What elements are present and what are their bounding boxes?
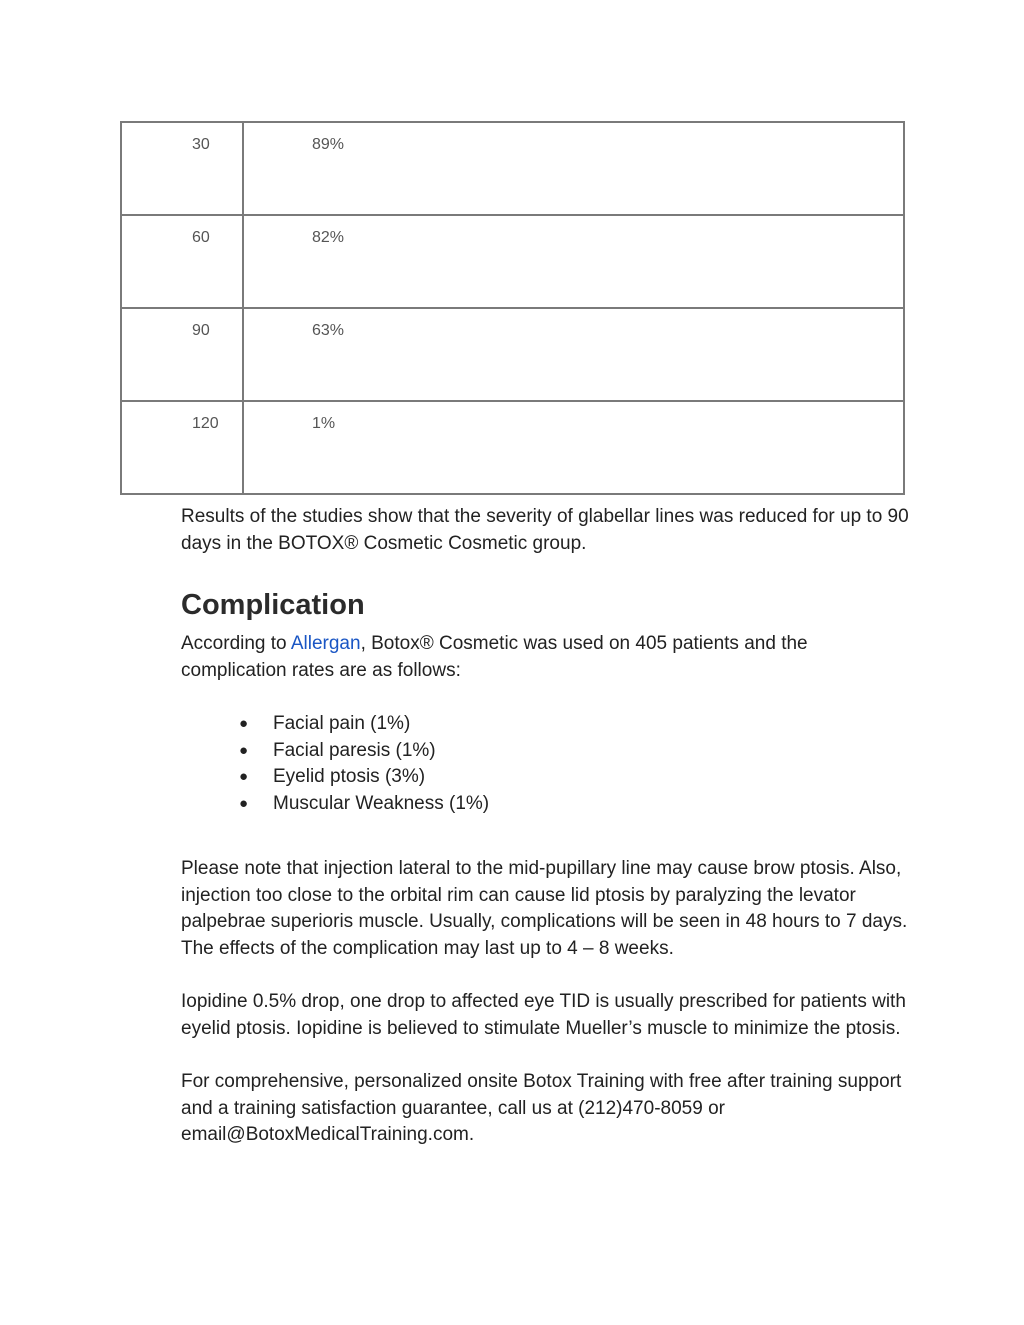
complication-note: Please note that injection lateral to the mid-pupillary line may cause brow ptosis. Also, injection too close to the orbital rim can cause lid ptosis by paralyzing the levator palpebrae superioris muscle. Usually, complications will be seen in 48 hours to 7 days. The effects of the complication may last up to 4 – 8 weeks.	[181, 858, 908, 959]
list-item	[181, 791, 911, 818]
day-value: 60	[192, 229, 210, 246]
percent-value: 1%	[312, 415, 336, 432]
table-row	[121, 401, 904, 494]
table-cell-percent	[243, 122, 904, 215]
iopidine-paragraph: Iopidine 0.5% drop, one drop to affected eye TID is usually prescribed for patients with eyelid ptosis. Iopidine is believed to stimulate Mueller’s muscle to minimize the ptosis.	[181, 991, 906, 1039]
list-item	[181, 764, 911, 791]
complication-intro	[181, 631, 911, 684]
table-cell-day	[121, 401, 243, 494]
day-value: 30	[192, 136, 210, 153]
list-item-text: Eyelid ptosis (3%)	[273, 766, 426, 787]
table-cell-day	[121, 215, 243, 308]
list-item-text: Facial pain (1%)	[273, 713, 411, 734]
percent-value: 82%	[312, 229, 345, 246]
day-value: 120	[192, 415, 219, 432]
table-row	[121, 308, 904, 401]
percent-value: 89%	[312, 136, 345, 153]
bullet-icon: ●	[239, 794, 249, 812]
day-value: 90	[192, 322, 210, 339]
table-cell-day	[121, 308, 243, 401]
table-cell-percent	[243, 401, 904, 494]
table-cell-day	[121, 122, 243, 215]
table-row	[121, 215, 904, 308]
list-item-text: Facial paresis (1%)	[273, 739, 436, 761]
results-table	[120, 121, 905, 495]
list-item	[181, 738, 911, 765]
document-body	[181, 504, 911, 1149]
contact-paragraph: For comprehensive, personalized onsite Botox Training with free after training support and a training satisfaction guarantee, call us at (212)470-8059 or email@BotoxMedicalTraining.com.	[181, 1071, 902, 1145]
complication-list	[181, 711, 911, 817]
bullet-icon: ●	[239, 741, 249, 759]
bullet-icon: ●	[239, 768, 249, 785]
results-paragraph: Results of the studies show that the severity of glabellar lines was reduced for up to 90 days in the BOTOX® Cosmetic Cosmetic group.	[181, 506, 909, 554]
intro-text-before-link: According to	[181, 633, 291, 654]
table-row	[121, 122, 904, 215]
intro-text-after-link: , Botox® Cosmetic was used on 405 patients and the complication rates are as follows:	[181, 633, 808, 681]
allergan-link[interactable]: Allergan	[290, 633, 361, 654]
table-cell-percent	[243, 308, 904, 401]
bullet-icon: ●	[239, 715, 249, 732]
complication-heading: Complication	[181, 589, 365, 621]
list-item-text: Muscular Weakness (1%)	[273, 792, 490, 814]
percent-value: 63%	[312, 322, 345, 339]
table-cell-percent	[243, 215, 904, 308]
list-item	[181, 711, 911, 738]
